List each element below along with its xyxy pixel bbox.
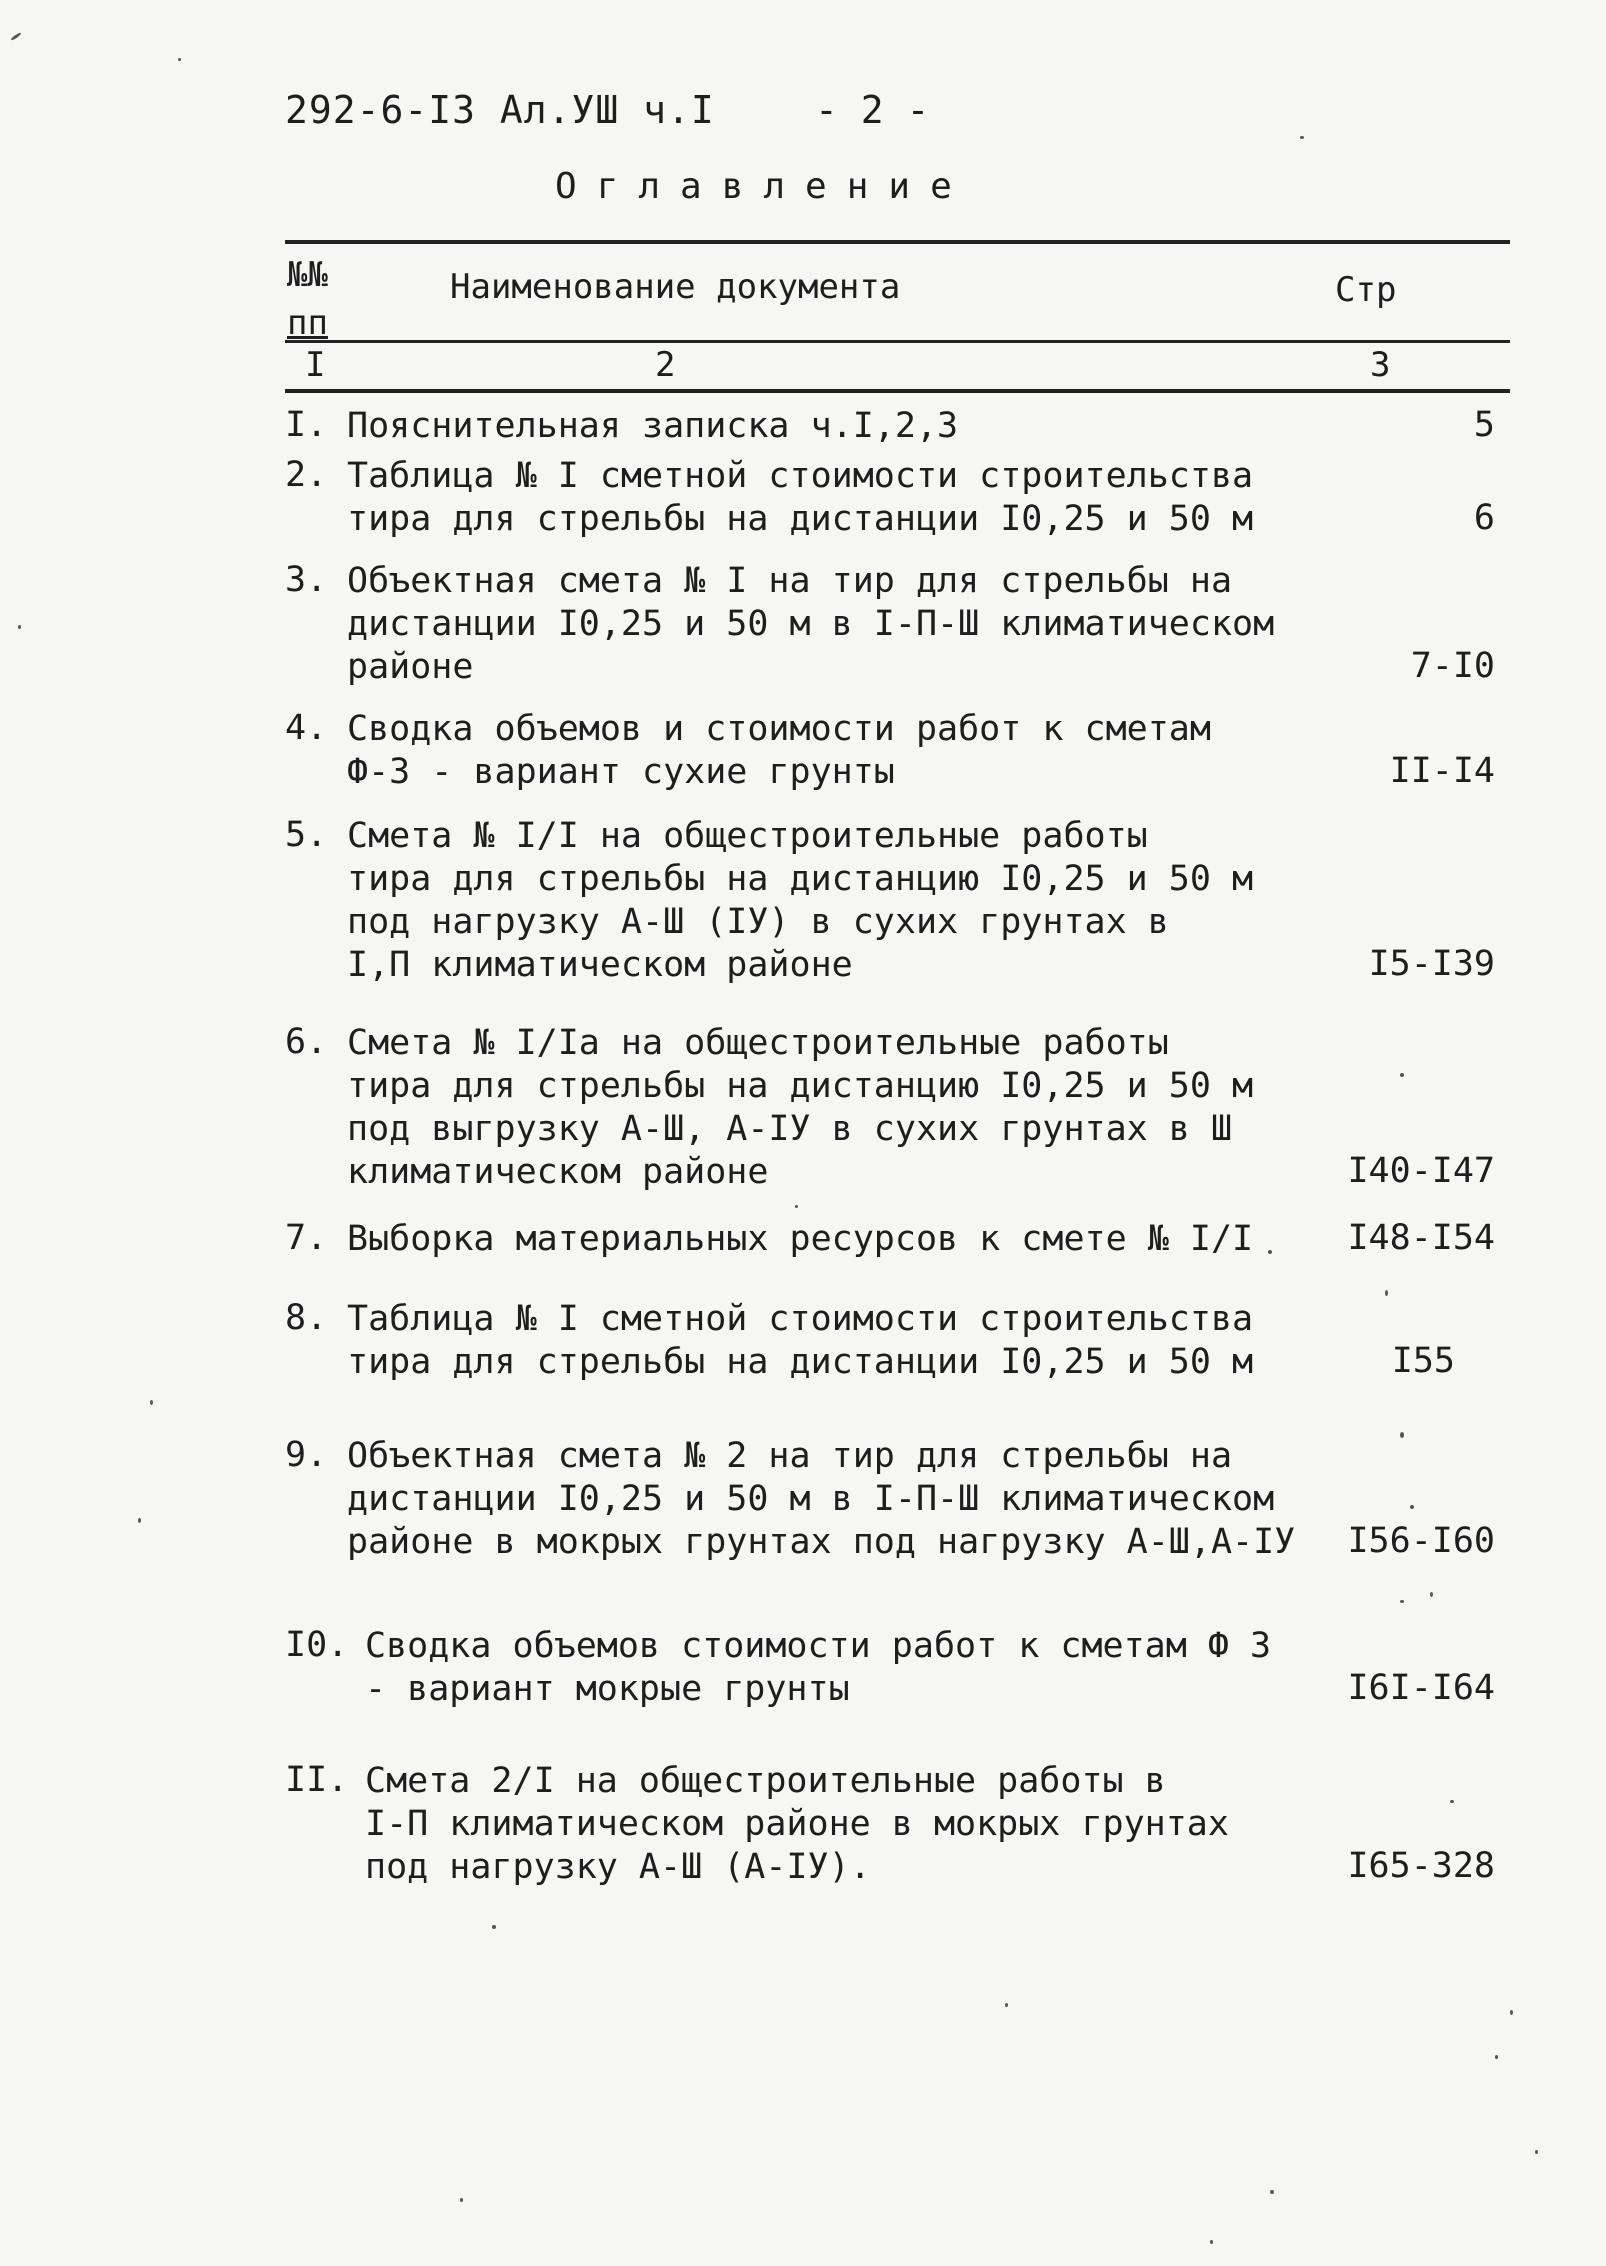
toc-row-title: Объектная смета № 2 на тир для стрельбы на дистанции I0,25 и 50 м в I-П-Ш климатическом районе в мокрых грунтах под нагрузку А-Ш,А-IУ <box>347 1436 1296 1562</box>
scan-speck <box>150 1400 153 1405</box>
column-number-3: 3 <box>1370 345 1391 385</box>
scan-speck <box>1270 2190 1274 2194</box>
scan-speck <box>1535 2150 1538 2154</box>
toc-row-page: I5-I39 <box>1368 944 1495 984</box>
toc-row-number: 9. <box>285 1435 328 1475</box>
toc-row-title: Сводка объемов стоимости работ к сметам Ф 3 - вариант мокрые грунты <box>365 1626 1272 1709</box>
scan-speck <box>1495 2055 1498 2059</box>
scan-speck <box>1005 2003 1008 2007</box>
toc-row-title: Сводка объемов и стоимости работ к сметам Ф-3 - вариант сухие грунты <box>347 709 1211 792</box>
scan-speck <box>492 1925 496 1929</box>
toc-row-page: I48-I54 <box>1347 1218 1495 1258</box>
scan-speck <box>1385 1290 1388 1296</box>
scan-speck <box>1410 1505 1414 1509</box>
toc-row-page: I55 <box>1391 1341 1455 1381</box>
toc-row-number: I. <box>285 405 328 445</box>
scan-speck <box>178 58 181 61</box>
toc-row-number: 2. <box>285 455 328 495</box>
toc-row-title: Таблица № I сметной стоимости строительства тира для стрельбы на дистанции I0,25 и 50 м <box>347 456 1254 539</box>
scan-speck <box>18 625 21 629</box>
scan-speck <box>1210 2240 1213 2244</box>
column-header-number: №№ <box>287 255 328 295</box>
page-title: Оглавление <box>555 166 972 207</box>
toc-row-number: 7. <box>285 1218 328 1258</box>
toc-row-page: II-I4 <box>1389 751 1495 791</box>
toc-row-page: I65-328 <box>1347 1846 1495 1886</box>
scan-speck <box>1400 1600 1404 1603</box>
column-number-2: 2 <box>655 345 676 385</box>
column-header-number-abbr: пп <box>287 303 328 343</box>
scan-speck <box>1400 1073 1404 1077</box>
toc-row-title: Таблица № I сметной стоимости строительства тира для стрельбы на дистанции I0,25 и 50 м <box>347 1299 1254 1382</box>
table-column-numbers-rule <box>285 389 1510 393</box>
scan-speck <box>460 2198 463 2202</box>
page-number: - 2 - <box>815 88 930 132</box>
toc-row-title: Смета 2/I на общестроительные работы в I-П климатическом районе в мокрых грунтах под нагрузку А-Ш (А-IУ). <box>365 1761 1229 1887</box>
toc-row-page: 7-I0 <box>1410 646 1495 686</box>
table-top-rule <box>285 240 1510 244</box>
toc-row-title: Смета № I/Iа на общестроительные работы тира для стрельбы на дистанцию I0,25 и 50 м под выгрузку А-Ш, А-IУ в сухих грунтах в Ш климатическом районе <box>347 1023 1254 1192</box>
toc-row-number: I0. <box>285 1625 349 1665</box>
toc-row-number: II. <box>285 1760 349 1800</box>
toc-row-title: Смета № I/I на общестроительные работы тира для стрельбы на дистанцию I0,25 и 50 м под нагрузку А-Ш (IУ) в сухих грунтах в I,П климатическом районе <box>347 816 1254 985</box>
column-header-page: Стр <box>1335 270 1397 310</box>
toc-row-number: 4. <box>285 708 328 748</box>
toc-row-page: I6I-I64 <box>1347 1668 1495 1708</box>
scan-speck <box>1430 1592 1433 1597</box>
column-number-1: I <box>305 345 326 385</box>
toc-row-number: 3. <box>285 560 328 600</box>
toc-row-page: 6 <box>1473 498 1495 538</box>
scan-speck <box>10 32 22 41</box>
scan-speck <box>1450 1800 1454 1803</box>
document-code: 292-6-I3 Ал.УШ ч.I <box>285 88 715 132</box>
scan-speck <box>1268 1250 1272 1254</box>
column-header-name: Наименование документа <box>450 267 901 307</box>
toc-row-page: 5 <box>1473 405 1495 445</box>
toc-row-title: Объектная смета № I на тир для стрельбы на дистанции I0,25 и 50 м в I-П-Ш климатическом районе <box>347 561 1275 687</box>
scan-speck <box>1510 2010 1513 2015</box>
table-header-rule <box>285 340 1510 343</box>
toc-row-page: I40-I47 <box>1347 1151 1495 1191</box>
toc-row-title: Выборка материальных ресурсов к смете № I/I <box>347 1219 1254 1259</box>
toc-row-number: 5. <box>285 815 328 855</box>
scan-speck <box>1300 136 1304 139</box>
scan-speck <box>795 1205 798 1208</box>
toc-row-number: 6. <box>285 1022 328 1062</box>
scan-speck <box>1400 1432 1404 1438</box>
scan-speck <box>138 1518 141 1523</box>
toc-row-page: I56-I60 <box>1347 1521 1495 1561</box>
toc-row-title: Пояснительная записка ч.I,2,3 <box>347 406 959 446</box>
toc-row-number: 8. <box>285 1298 328 1338</box>
